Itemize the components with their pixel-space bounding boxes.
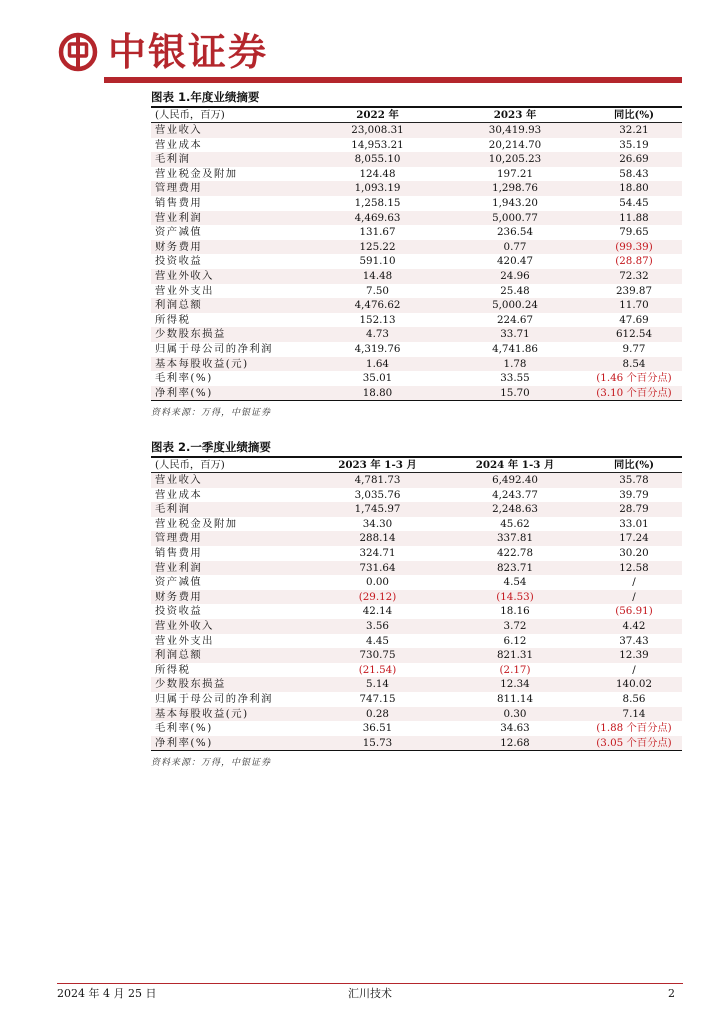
table-row: [151, 371, 682, 386]
row-label: 净利率(%): [151, 386, 311, 401]
yoy-cell: /: [632, 663, 636, 676]
value-cell: 4.54: [503, 576, 527, 589]
table-row: [151, 546, 682, 561]
annual-summary-section: [151, 90, 682, 418]
row-label: 利润总额: [151, 648, 311, 663]
table-row: [151, 473, 682, 488]
row-label: 投资收益: [155, 605, 203, 618]
value-cell: 1,943.20: [492, 197, 538, 210]
table-row: [151, 167, 682, 182]
row-label: 营业外收入: [151, 619, 311, 634]
value-cell: 7.50: [366, 284, 389, 297]
value-cell: 224.67: [496, 313, 534, 326]
value-cell: 4,243.77: [492, 488, 538, 501]
column-header: 2024 年 1-3 月: [444, 458, 586, 473]
value-cell: 3.72: [444, 619, 586, 634]
row-label: 管理费用: [151, 531, 311, 546]
value-cell: 20,214.70: [488, 138, 542, 151]
table-row: [151, 561, 682, 576]
value-cell: (14.53): [444, 590, 586, 605]
value-cell: 4,319.76: [354, 343, 401, 355]
page-header: [40, 26, 690, 76]
row-label: 营业税金及附加: [155, 167, 238, 180]
brand-name: 中银证券: [108, 30, 269, 74]
value-cell: 823.71: [444, 561, 586, 576]
row-label: 营业外收入: [151, 269, 311, 284]
source-note: 资料来源：万得，中银证券: [151, 408, 272, 419]
yoy-cell: (1.88 个百分点): [596, 722, 672, 735]
row-label: 管理费用: [151, 181, 311, 196]
table-row: [151, 677, 682, 692]
table-row: [151, 575, 682, 590]
row-label: 财务费用: [151, 240, 311, 255]
value-cell: 288.14: [311, 531, 444, 546]
value-cell: 12.34: [444, 677, 586, 692]
yoy-cell: 612.54: [586, 327, 682, 342]
yoy-cell: 39.79: [619, 488, 649, 501]
table-row: [151, 604, 682, 619]
row-label: 净利率(%): [151, 736, 311, 751]
value-cell: 131.67: [359, 226, 396, 239]
row-label: 销售费用: [155, 547, 203, 560]
yoy-cell: 9.77: [622, 343, 646, 355]
value-cell: 1,093.19: [311, 181, 444, 196]
value-cell: 4.73: [311, 327, 444, 342]
value-cell: 33.71: [444, 327, 586, 342]
value-cell: 5,000.24: [444, 298, 586, 313]
row-label: 财务费用: [151, 590, 311, 605]
yoy-cell: 35.78: [586, 473, 682, 488]
table-row: [151, 634, 682, 649]
row-label: 营业收入: [151, 473, 311, 488]
column-header: 2023 年 1-3 月: [311, 458, 444, 473]
table-row: [151, 196, 682, 211]
table-row: [151, 357, 682, 372]
value-cell: 5.14: [311, 677, 444, 692]
value-cell: 1,745.97: [311, 502, 444, 517]
yoy-cell: 4.42: [586, 619, 682, 634]
value-cell: 2,248.63: [444, 502, 586, 517]
table-title: 图表 2.一季度业绩摘要: [151, 440, 271, 454]
yoy-cell: (3.10 个百分点): [586, 386, 682, 401]
table-row: [151, 254, 682, 269]
yoy-cell: /: [632, 576, 636, 589]
value-cell: 10,205.23: [444, 152, 586, 167]
value-cell: 15.73: [311, 736, 444, 751]
value-cell: 197.21: [496, 167, 534, 180]
yoy-cell: 47.69: [619, 313, 649, 326]
yoy-cell: (28.87): [615, 255, 653, 268]
value-cell: 14.48: [311, 269, 444, 284]
value-cell: 821.31: [444, 648, 586, 663]
yoy-cell: 32.21: [586, 123, 682, 138]
table-row: [151, 181, 682, 196]
value-cell: 14,953.21: [351, 138, 404, 151]
value-cell: 591.10: [359, 255, 396, 268]
row-label: 基本每股收益(元): [151, 357, 311, 372]
yoy-cell: 28.79: [586, 502, 682, 517]
table-row: [151, 502, 682, 517]
quarterly-summary-table: [151, 458, 682, 752]
yoy-cell: 8.54: [586, 357, 682, 372]
value-cell: 152.13: [359, 313, 396, 326]
value-cell: 45.62: [500, 517, 530, 530]
table-row: [151, 692, 682, 707]
table-header-row: [151, 108, 682, 123]
table-row: [151, 488, 682, 503]
footer-divider: [57, 983, 683, 984]
value-cell: 4,469.63: [311, 211, 444, 226]
value-cell: 1.78: [444, 357, 586, 372]
quarterly-summary-section: [151, 440, 682, 768]
table-row: [151, 313, 682, 328]
yoy-cell: 72.32: [586, 269, 682, 284]
value-cell: 731.64: [311, 561, 444, 576]
row-label: 毛利率(%): [155, 722, 213, 735]
table-row: [151, 225, 682, 240]
yoy-cell: 35.19: [619, 138, 649, 151]
table-title: 图表 1.年度业绩摘要: [151, 90, 260, 104]
yoy-cell: 33.01: [619, 517, 649, 530]
row-label: 营业成本: [155, 488, 203, 501]
value-cell: 6,492.40: [444, 473, 586, 488]
row-label: 少数股东损益: [151, 677, 311, 692]
yoy-cell: 30.20: [619, 547, 649, 560]
table-header-row: [151, 458, 682, 473]
row-label: 营业利润: [151, 561, 311, 576]
yoy-cell: (1.46 个百分点): [596, 372, 672, 385]
table-row: [151, 663, 682, 678]
column-header: 2023 年: [444, 108, 586, 123]
yoy-cell: 7.14: [586, 707, 682, 722]
header-divider: [104, 77, 682, 83]
row-label: 资产减值: [155, 576, 203, 589]
report-date: 2024 年 4 月 25 日: [57, 987, 157, 1000]
value-cell: 36.51: [362, 722, 393, 735]
value-cell: 3,035.76: [354, 488, 401, 501]
row-label: 资产减值: [155, 226, 203, 239]
source-note: 资料来源：万得，中银证券: [151, 758, 272, 769]
table-row: [151, 590, 682, 605]
value-cell: 12.68: [444, 736, 586, 751]
row-label: 利润总额: [151, 298, 311, 313]
value-cell: 30,419.93: [444, 123, 586, 138]
value-cell: 34.63: [500, 722, 530, 735]
row-label: 营业外支出: [155, 284, 214, 297]
page-number: 2: [668, 987, 675, 1000]
value-cell: 5,000.77: [444, 211, 586, 226]
column-header: 同比(%): [586, 108, 682, 123]
value-cell: 0.28: [311, 707, 444, 722]
row-label: 营业外支出: [155, 634, 214, 647]
row-label: 归属于母公司的净利润: [155, 343, 273, 355]
yoy-cell: 18.80: [586, 181, 682, 196]
value-cell: 23,008.31: [311, 123, 444, 138]
yoy-cell: 11.88: [586, 211, 682, 226]
row-label: 基本每股收益(元): [151, 707, 311, 722]
yoy-cell: (56.91): [615, 605, 653, 618]
yoy-cell: 140.02: [586, 677, 682, 692]
unit-header: (人民币，百万): [151, 458, 311, 473]
value-cell: 0.00: [366, 576, 389, 589]
row-label: 营业成本: [155, 138, 203, 151]
value-cell: (2.17): [499, 663, 531, 676]
value-cell: 324.71: [359, 547, 396, 560]
table-row: [151, 707, 682, 722]
row-label: 营业利润: [151, 211, 311, 226]
table-row: [151, 138, 682, 153]
value-cell: 34.30: [362, 517, 393, 530]
yoy-cell: 8.56: [622, 693, 646, 705]
value-cell: 1.64: [311, 357, 444, 372]
value-cell: 730.75: [311, 648, 444, 663]
row-label: 营业收入: [151, 123, 311, 138]
row-label: 销售费用: [155, 197, 203, 210]
row-label: 营业税金及附加: [155, 517, 238, 530]
yoy-cell: (3.05 个百分点): [586, 736, 682, 751]
table-row: [151, 736, 682, 751]
value-cell: 18.80: [311, 386, 444, 401]
yoy-cell: 54.45: [619, 197, 649, 210]
table-row: [151, 648, 682, 663]
page-footer: [57, 986, 683, 1002]
table-row: [151, 327, 682, 342]
table-row: [151, 298, 682, 313]
yoy-cell: (99.39): [586, 240, 682, 255]
value-cell: 0.77: [444, 240, 586, 255]
column-header: 2022 年: [311, 108, 444, 123]
value-cell: 1,298.76: [444, 181, 586, 196]
yoy-cell: 17.24: [586, 531, 682, 546]
table-row: [151, 269, 682, 284]
value-cell: 4,741.86: [492, 343, 538, 355]
yoy-cell: /: [586, 590, 682, 605]
value-cell: 811.14: [496, 693, 534, 705]
value-cell: 0.30: [444, 707, 586, 722]
value-cell: 6.12: [503, 634, 527, 647]
table-row: [151, 284, 682, 299]
value-cell: 15.70: [444, 386, 586, 401]
yoy-cell: 12.39: [586, 648, 682, 663]
bank-of-china-logo-icon: [58, 32, 98, 72]
table-row: [151, 721, 682, 736]
value-cell: 4,781.73: [311, 473, 444, 488]
row-label: 毛利润: [151, 502, 311, 517]
table-row: [151, 517, 682, 532]
row-label: 毛利润: [151, 152, 311, 167]
yoy-cell: 239.87: [615, 284, 653, 297]
value-cell: 125.22: [311, 240, 444, 255]
value-cell: 24.96: [444, 269, 586, 284]
table-row: [151, 531, 682, 546]
value-cell: 747.15: [359, 693, 396, 705]
value-cell: 4,476.62: [311, 298, 444, 313]
value-cell: 35.01: [362, 372, 393, 385]
table-row: [151, 240, 682, 255]
value-cell: 422.78: [496, 547, 534, 560]
row-label: 投资收益: [155, 255, 203, 268]
row-label: 少数股东损益: [151, 327, 311, 342]
company-name: 汇川技术: [348, 987, 392, 1000]
table-row: [151, 123, 682, 138]
column-header: 同比(%): [586, 458, 682, 473]
yoy-cell: 26.69: [586, 152, 682, 167]
value-cell: 420.47: [496, 255, 534, 268]
table-row: [151, 619, 682, 634]
unit-header: (人民币，百万): [151, 108, 311, 123]
yoy-cell: 79.65: [619, 226, 649, 239]
row-label: 所得税: [155, 663, 191, 676]
table-row: [151, 386, 682, 401]
yoy-cell: 11.70: [586, 298, 682, 313]
table-row: [151, 152, 682, 167]
value-cell: 3.56: [311, 619, 444, 634]
value-cell: 33.55: [500, 372, 530, 385]
value-cell: (29.12): [311, 590, 444, 605]
yoy-cell: 58.43: [619, 167, 649, 180]
yoy-cell: 37.43: [619, 634, 649, 647]
value-cell: (21.54): [358, 663, 397, 676]
table-row: [151, 211, 682, 226]
row-label: 毛利率(%): [155, 372, 213, 385]
annual-summary-table: [151, 108, 682, 402]
table-row: [151, 342, 682, 357]
row-label: 归属于母公司的净利润: [155, 693, 273, 705]
value-cell: 42.14: [362, 605, 393, 618]
value-cell: 124.48: [359, 167, 396, 180]
value-cell: 1,258.15: [354, 197, 401, 210]
value-cell: 4.45: [366, 634, 389, 647]
value-cell: 8,055.10: [311, 152, 444, 167]
value-cell: 18.16: [500, 605, 530, 618]
value-cell: 236.54: [496, 226, 534, 239]
yoy-cell: 12.58: [586, 561, 682, 576]
value-cell: 337.81: [444, 531, 586, 546]
value-cell: 25.48: [500, 284, 530, 297]
row-label: 所得税: [155, 313, 191, 326]
